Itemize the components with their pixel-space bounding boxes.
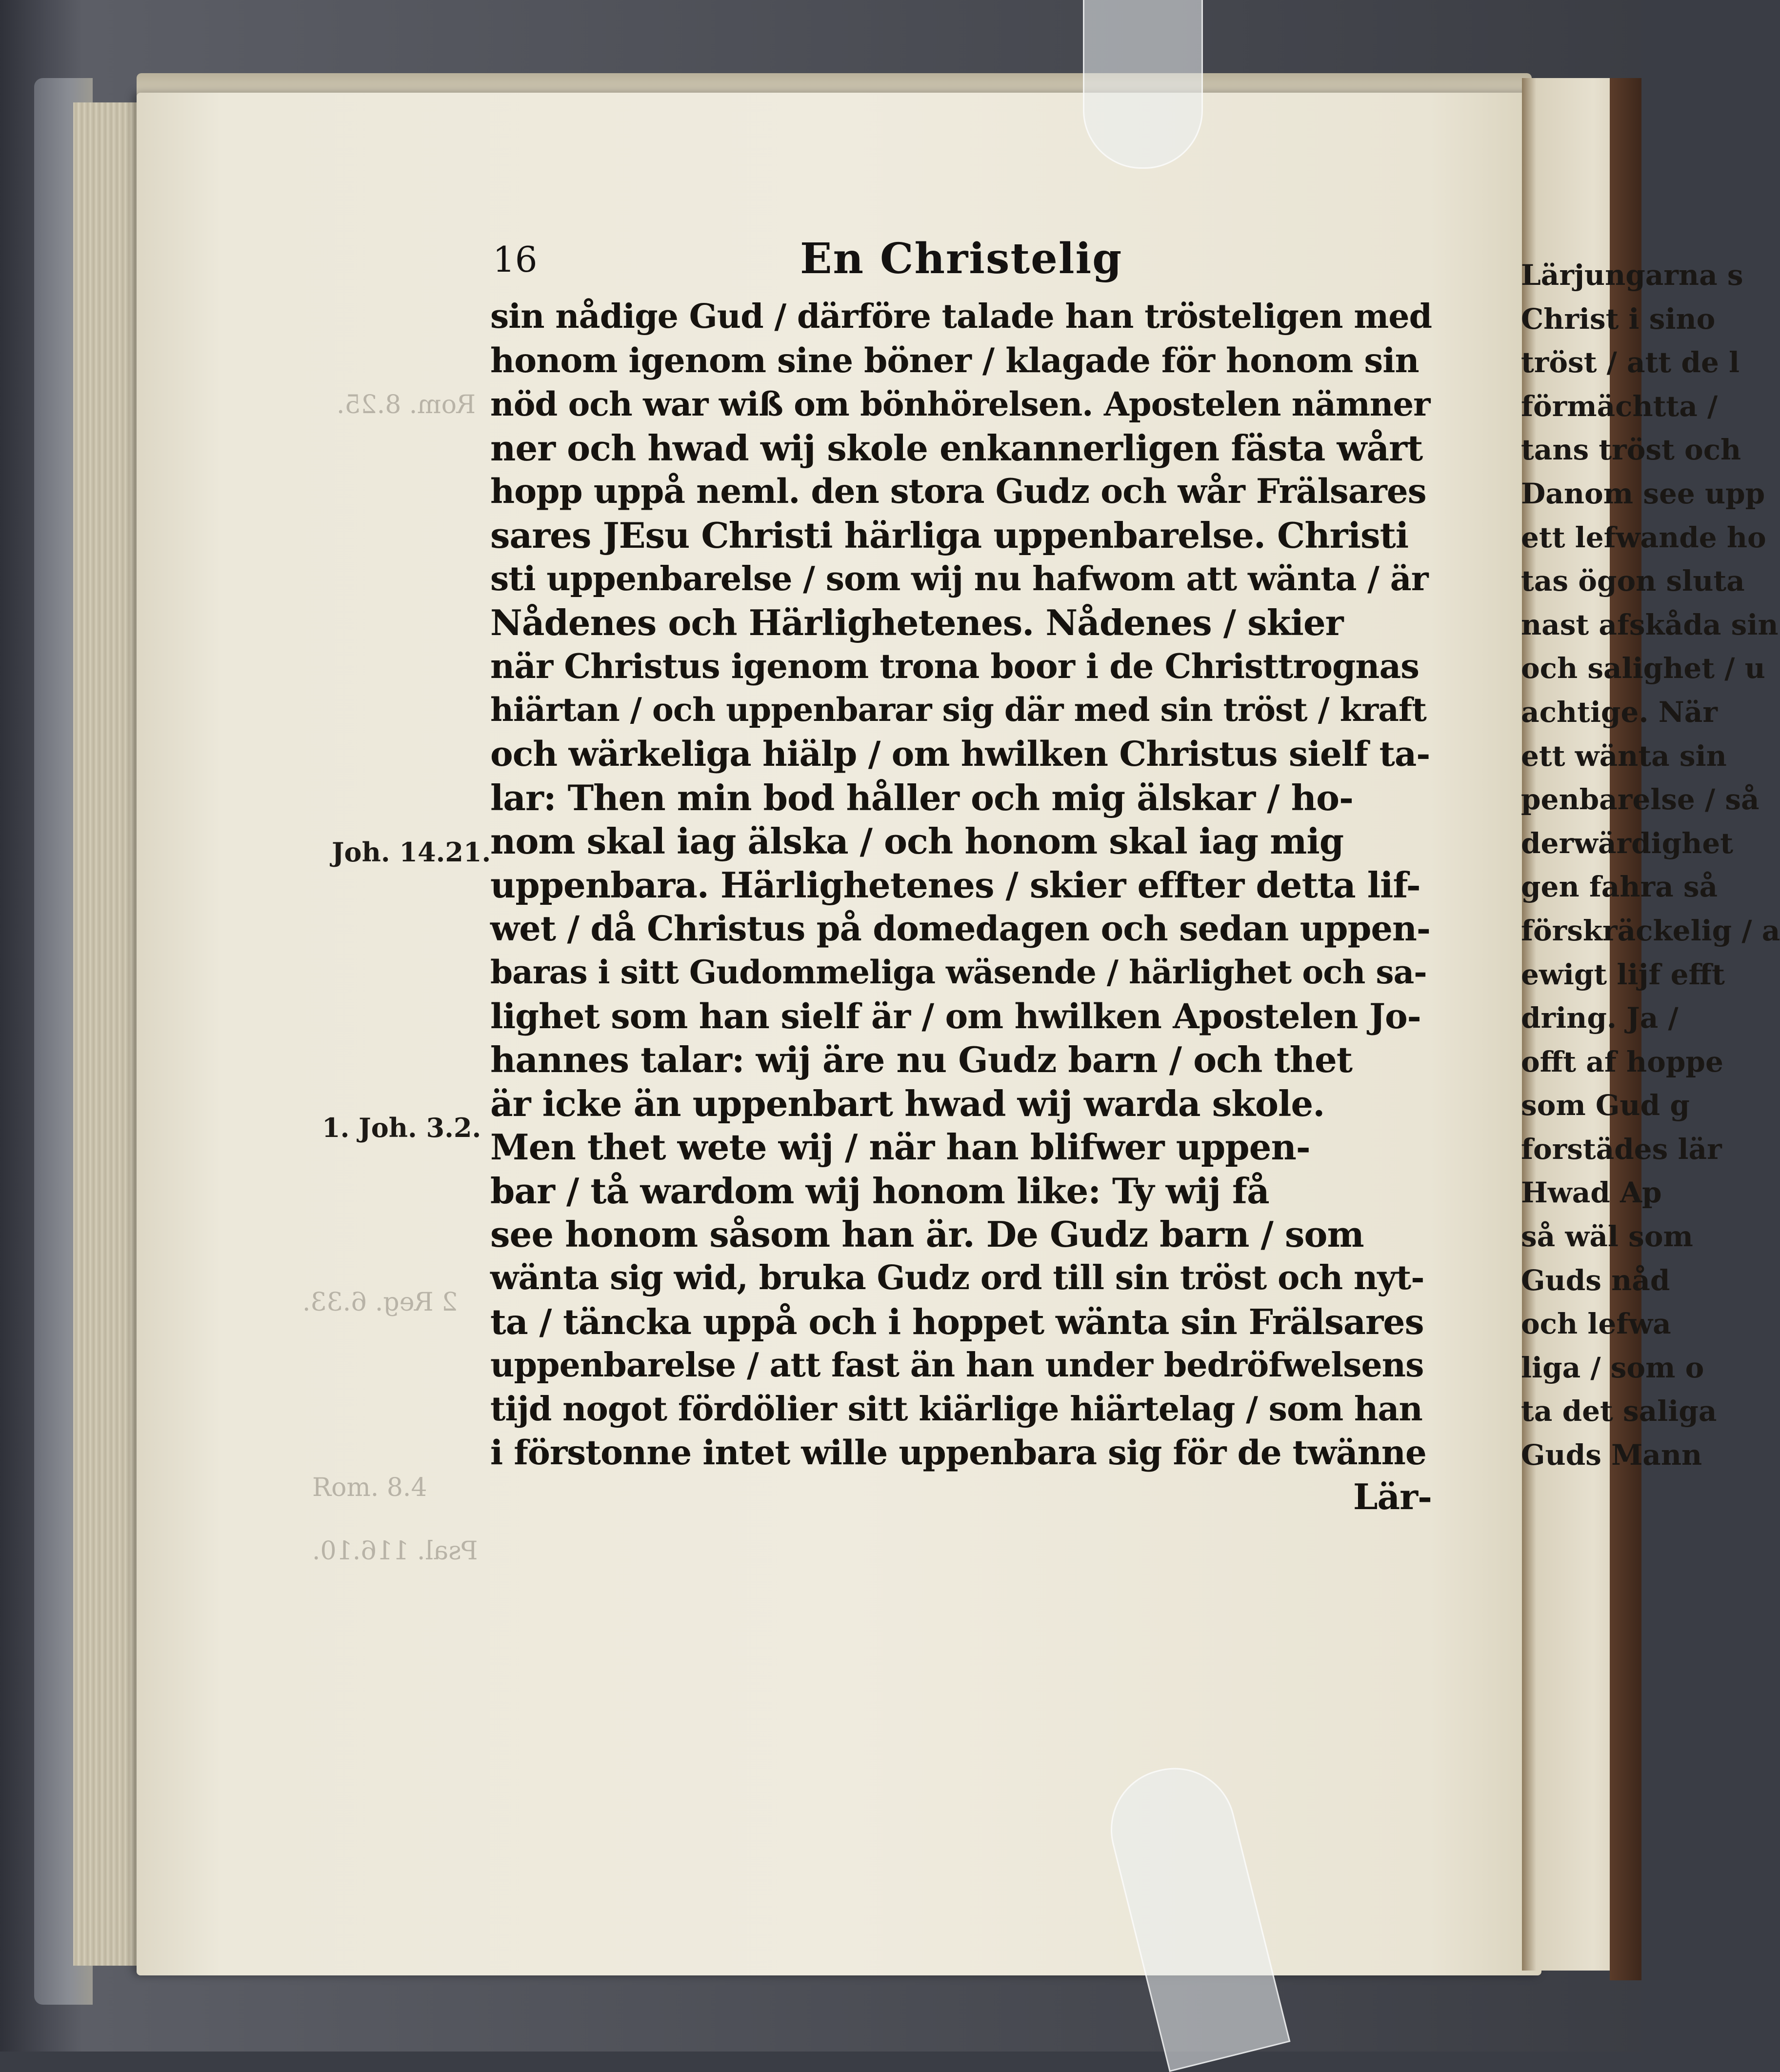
right-page-line: Lärjungarna s <box>1521 259 1743 292</box>
right-page-line: Guds Mann <box>1521 1438 1702 1472</box>
right-page-line: liga / som o <box>1521 1351 1704 1384</box>
text-line: sares JEsu Christi härliga uppenbarelse. Christi <box>490 514 1409 556</box>
right-page-line: Hwad Ap <box>1521 1176 1662 1210</box>
margin-reference: 1. Joh. 3.2. <box>322 1112 481 1143</box>
right-page-line: Danom see upp <box>1521 477 1765 510</box>
right-page-line: ett wänta sin <box>1521 739 1727 773</box>
text-line: ta / täncka uppå och i hoppet wänta sin Frälsares <box>490 1301 1424 1342</box>
right-page-line: derwärdighet <box>1521 826 1734 860</box>
right-page-text <box>1521 254 1780 1477</box>
text-line: sin nådige Gud / därföre talade han trösteligen med <box>490 297 1432 336</box>
text-line: uppenbara. Härlighetenes / skier effter detta lif- <box>490 864 1420 906</box>
right-page-line: offt af hoppe <box>1521 1045 1723 1078</box>
body-text <box>490 295 1432 1519</box>
right-page-line: forstädes lär <box>1521 1132 1722 1166</box>
right-page-line: förmächtta / <box>1521 389 1718 423</box>
bleed-through-note: 2 Reg. 6.33. <box>302 1288 458 1317</box>
page-number: 16 <box>493 239 538 280</box>
text-line: lighet som han sielf är / om hwilken Apostelen Jo- <box>490 996 1421 1036</box>
right-page-line: förskräckelig / a <box>1521 914 1780 947</box>
right-page-line: ett lefwande ho <box>1521 520 1766 554</box>
page-clip-top <box>1083 0 1203 169</box>
text-line: wänta sig wid, bruka Gudz ord till sin tröst och nyt- <box>490 1258 1424 1298</box>
right-page-line: tans tröst och <box>1521 433 1741 467</box>
text-line: hannes talar: wij äre nu Gudz barn / och thet <box>490 1039 1353 1081</box>
text-line: ner och hwad wij skole enkannerligen fästa wårt <box>490 427 1423 469</box>
right-page-line: tröst / att de l <box>1521 346 1740 379</box>
text-line: tijd nogot fördölier sitt kiärlige hiärtelag / som han <box>490 1389 1422 1429</box>
text-line: är icke än uppenbart hwad wij warda skole. <box>490 1082 1325 1124</box>
bleed-through-note: Rom. 8.25. <box>337 390 476 419</box>
running-head: En Christelig <box>800 234 1123 283</box>
right-page-line: penbarelse / så <box>1521 783 1760 817</box>
right-page-line: ewigt lijf efft <box>1521 957 1725 991</box>
right-page-line: dring. Ja / <box>1521 1001 1679 1035</box>
text-line: hopp uppå neml. den stora Gudz och wår Frälsares <box>490 472 1426 512</box>
text-line: sti uppenbarelse / som wij nu hafwom att wänta / är <box>490 559 1428 598</box>
text-line: baras i sitt Gudommeliga wäsende / härlighet och sa- <box>490 953 1427 991</box>
right-page-line: gen fahra så <box>1521 870 1718 904</box>
text-line: uppenbarelse / att fast än han under bedröfwelsens <box>490 1346 1424 1385</box>
text-line: Lär- <box>1353 1476 1432 1518</box>
bleed-through-note: Rom. 8.4 <box>312 1473 427 1502</box>
text-line: i förstonne intet wille uppenbara sig för de twänne <box>490 1433 1426 1473</box>
text-line: see honom såsom han är. De Gudz barn / som <box>490 1214 1364 1255</box>
bleed-through-note: Psal. 116.10. <box>312 1536 478 1566</box>
right-page-line: och lefwa <box>1521 1307 1671 1341</box>
text-line: Nådenes och Härlighetenes. Nådenes / skier <box>490 602 1343 644</box>
right-page-line: nast afskåda sin <box>1521 608 1779 641</box>
right-page-line: och salighet / u <box>1521 652 1765 685</box>
text-line: hiärtan / och uppenbarar sig där med sin tröst / kraft <box>490 691 1426 729</box>
text-line: bar / tå wardom wij honom like: Ty wij få <box>490 1170 1269 1212</box>
right-page-line: som Gud g <box>1521 1089 1690 1122</box>
text-line: nom skal iag älska / och honom skal iag mig <box>490 820 1344 862</box>
right-page-line: Christ i sino <box>1521 302 1716 336</box>
right-page-line: så wäl som <box>1521 1220 1693 1254</box>
right-page-line: ta det saliga <box>1521 1395 1717 1428</box>
text-line: lar: Then min bod håller och mig älskar / ho- <box>490 777 1353 818</box>
margin-reference: Joh. 14.21. <box>332 837 491 868</box>
right-page-line: achtige. När <box>1521 695 1718 729</box>
right-page-line: Guds nåd <box>1521 1263 1670 1297</box>
text-line: Men thet wete wij / när han blifwer uppen- <box>490 1126 1310 1168</box>
text-line: och wärkeliga hiälp / om hwilken Christus sielf ta- <box>490 733 1430 774</box>
text-line: när Christus igenom trona boor i de Christtrognas <box>490 646 1420 686</box>
text-line: wet / då Christus på domedagen och sedan uppen- <box>490 908 1430 949</box>
text-line: honom igenom sine böner / klagade för honom sin <box>490 340 1419 380</box>
text-line: nöd och war wiß om bönhörelsen. Apostelen nämner <box>490 385 1430 424</box>
right-page-line: tas ögon sluta <box>1521 564 1745 598</box>
